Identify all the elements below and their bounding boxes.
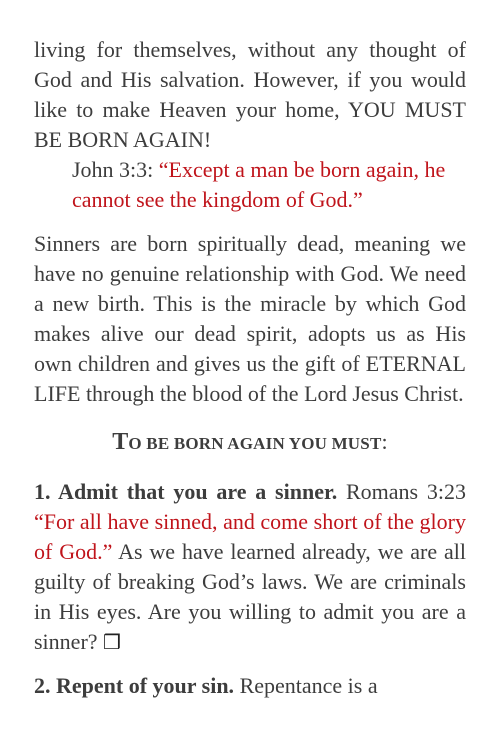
step-1-quote: “For all have sinned, and come short of the glory of God.” <box>34 509 466 564</box>
verse-quote: “Except a man be born again, he cannot see the kingdom of God.” <box>72 157 446 212</box>
step-1-reference: Romans 3:23 <box>346 479 466 504</box>
heading-initial: T <box>112 429 129 455</box>
step-2-text: Repentance is a <box>239 673 378 698</box>
intro-paragraph: living for themselves, without any thought of God and His salvation. However, if you would like to make Heaven your home, YOU MUST BE BORN AGAIN! <box>34 37 466 152</box>
step-1-title: 1. Admit that you are a sinner. <box>34 479 338 504</box>
heading-text: O BE BORN AGAIN YOU MUST <box>128 434 382 453</box>
heading-colon: : <box>381 429 388 454</box>
checkbox-icon[interactable]: ❒ <box>103 630 121 654</box>
page-content <box>34 35 466 701</box>
verse-reference: John 3:3: <box>72 157 154 182</box>
step-2-paragraph <box>34 671 466 701</box>
step-1-paragraph <box>34 477 466 657</box>
section-heading <box>34 427 466 459</box>
spiritual-death-paragraph: Sinners are born spiritually dead, meaning we have no genuine relationship with God. We need a new birth. This is the miracle by which God makes alive our dead spirit, adopts us as His own children and gives us the gift of ETERNAL LIFE through the blood of the Lord Jesus Christ. <box>34 231 466 406</box>
step-2-title: 2. Repent of your sin. <box>34 673 235 698</box>
step-1-text: As we have learned already, we are all guilty of breaking God’s laws. We are criminals in His eyes. Are you willing to admit you are a sinner? <box>34 539 466 654</box>
john-3-3-verse <box>72 155 466 215</box>
